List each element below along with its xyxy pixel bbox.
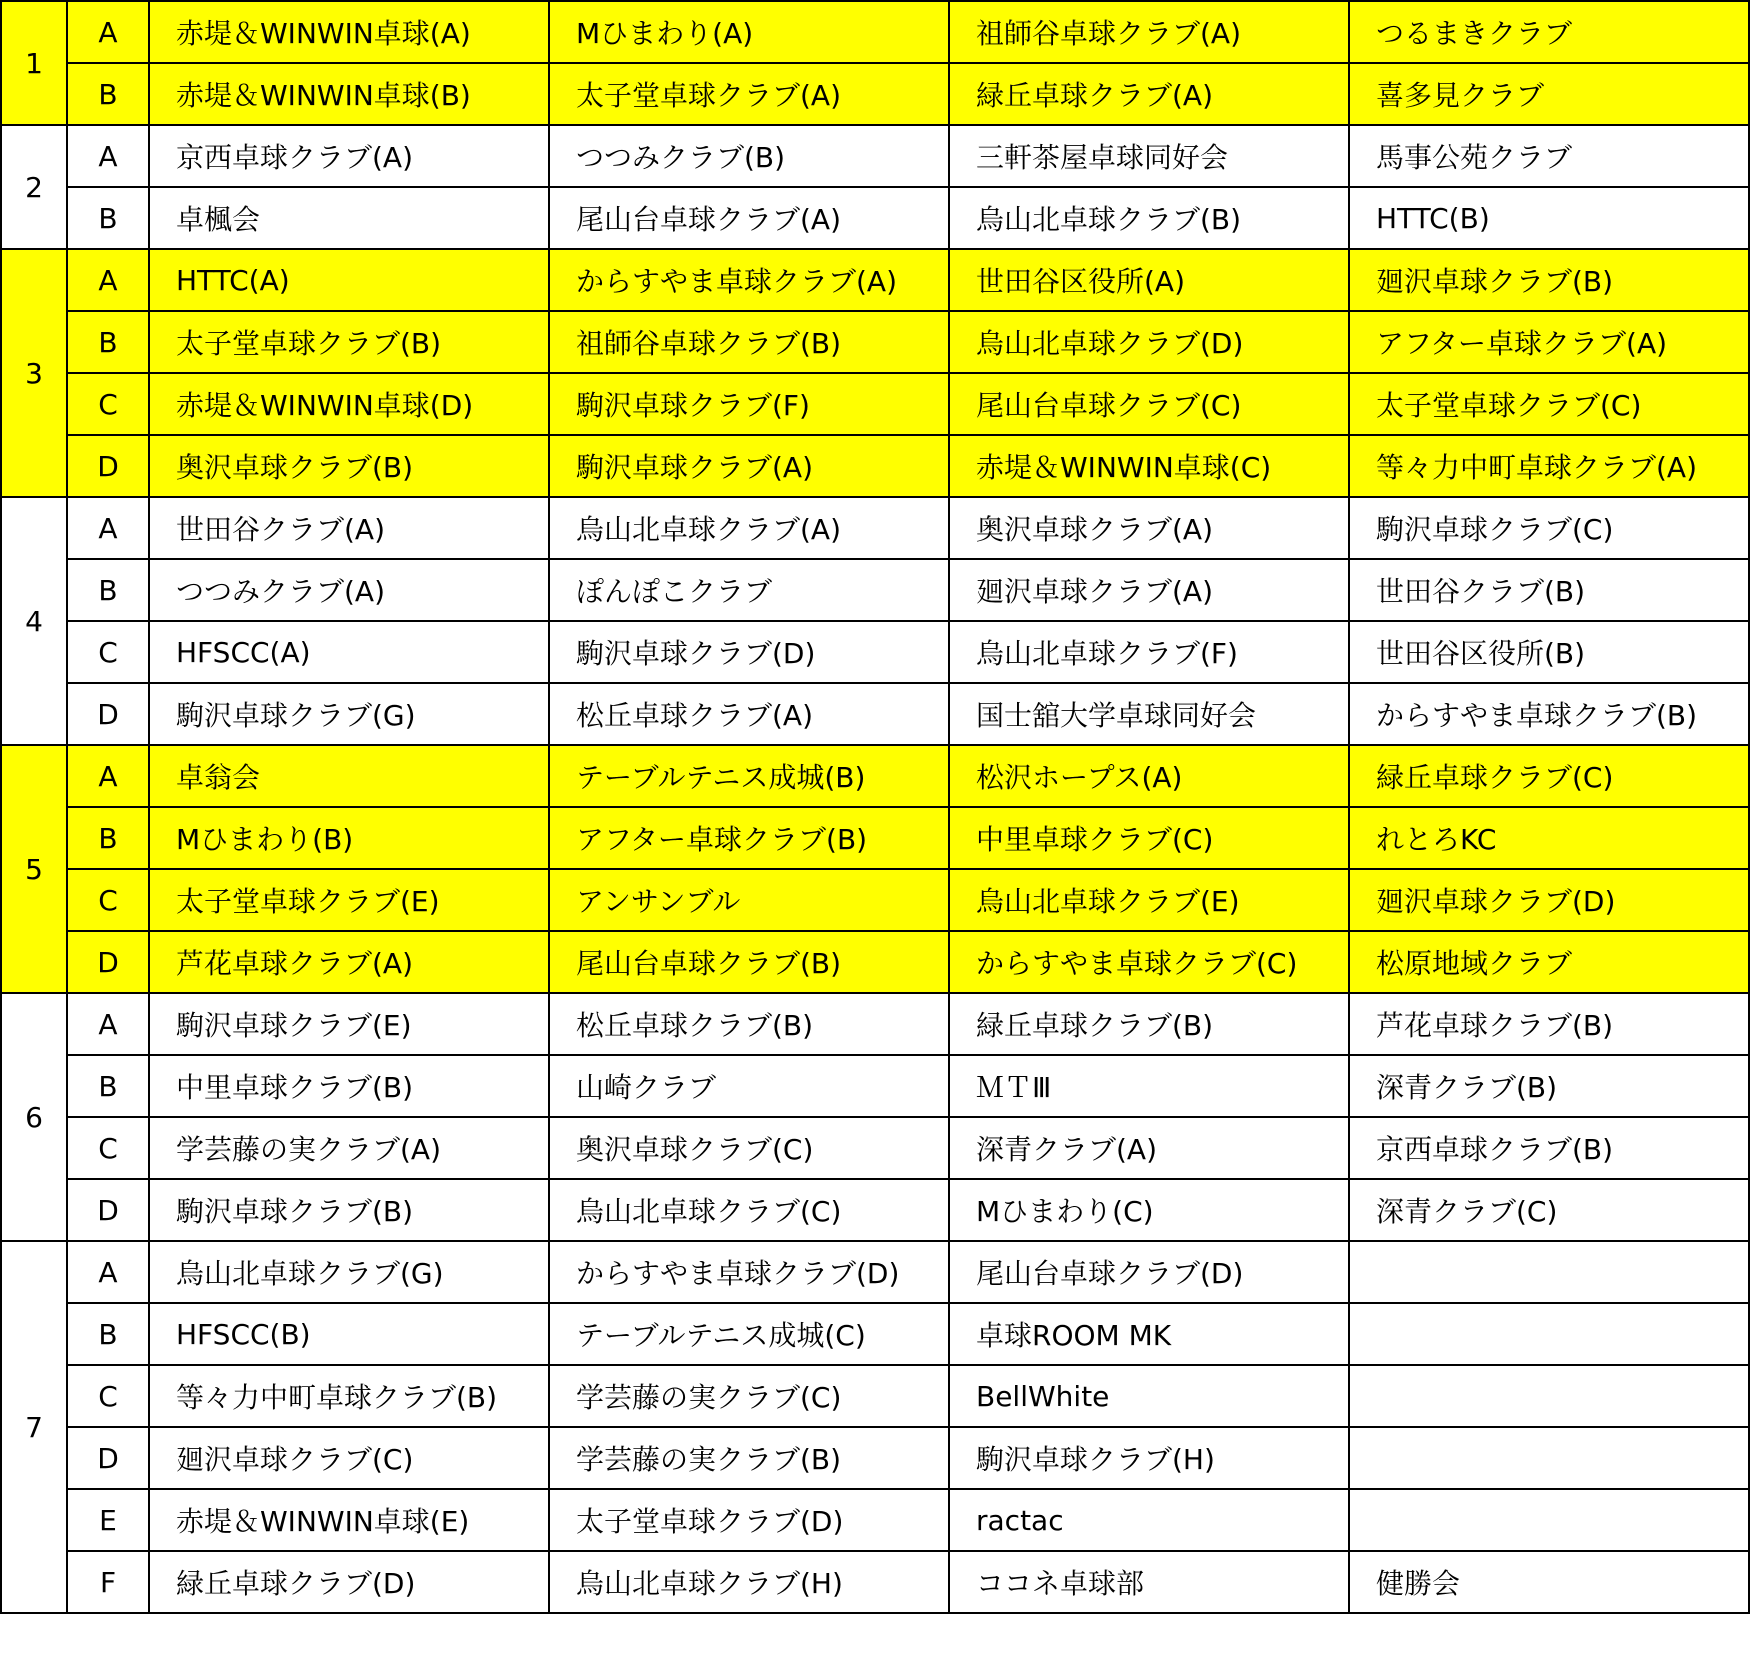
team-cell: 松原地域クラブ	[1349, 931, 1749, 993]
table-row	[1, 621, 1749, 683]
group-label: C	[67, 869, 149, 931]
team-cell: 太子堂卓球クラブ(D)	[549, 1489, 949, 1551]
team-cell: 等々力中町卓球クラブ(A)	[1349, 435, 1749, 497]
team-cell: 学芸藤の実クラブ(B)	[549, 1427, 949, 1489]
table-row	[1, 435, 1749, 497]
team-cell	[1349, 1303, 1749, 1365]
team-cell: 尾山台卓球クラブ(D)	[949, 1241, 1349, 1303]
team-cell: 奥沢卓球クラブ(A)	[949, 497, 1349, 559]
table-row	[1, 1551, 1749, 1613]
group-label: B	[67, 1303, 149, 1365]
division-number: 3	[1, 249, 67, 497]
team-cell: 赤堤＆WINWIN卓球(A)	[149, 1, 549, 63]
team-cell: 駒沢卓球クラブ(A)	[549, 435, 949, 497]
table-row	[1, 187, 1749, 249]
team-cell: れとろKC	[1349, 807, 1749, 869]
team-cell: 尾山台卓球クラブ(C)	[949, 373, 1349, 435]
table-row	[1, 1489, 1749, 1551]
team-cell: 世田谷区役所(A)	[949, 249, 1349, 311]
team-cell: 烏山北卓球クラブ(C)	[549, 1179, 949, 1241]
table-row	[1, 1055, 1749, 1117]
group-label: C	[67, 1365, 149, 1427]
team-cell: 京西卓球クラブ(A)	[149, 125, 549, 187]
team-cell: 緑丘卓球クラブ(D)	[149, 1551, 549, 1613]
table-row	[1, 1365, 1749, 1427]
team-cell: 烏山北卓球クラブ(D)	[949, 311, 1349, 373]
group-label: B	[67, 63, 149, 125]
table-row	[1, 373, 1749, 435]
group-label: B	[67, 559, 149, 621]
team-cell: 赤堤＆WINWIN卓球(E)	[149, 1489, 549, 1551]
group-label: C	[67, 1117, 149, 1179]
team-cell: 太子堂卓球クラブ(A)	[549, 63, 949, 125]
team-cell: 芦花卓球クラブ(A)	[149, 931, 549, 993]
team-cell: BellWhite	[949, 1365, 1349, 1427]
table-row	[1, 63, 1749, 125]
team-cell: 世田谷クラブ(B)	[1349, 559, 1749, 621]
table-row	[1, 931, 1749, 993]
division-number: 2	[1, 125, 67, 249]
team-cell	[1349, 1241, 1749, 1303]
team-cell: 駒沢卓球クラブ(E)	[149, 993, 549, 1055]
team-cell: 健勝会	[1349, 1551, 1749, 1613]
division-number: 6	[1, 993, 67, 1241]
team-cell: 三軒茶屋卓球同好会	[949, 125, 1349, 187]
table-row	[1, 1427, 1749, 1489]
team-cell: 卓球ROOM MK	[949, 1303, 1349, 1365]
group-label: A	[67, 1241, 149, 1303]
team-cell: ＭＴⅢ	[949, 1055, 1349, 1117]
table-row	[1, 1, 1749, 63]
team-cell: 廻沢卓球クラブ(A)	[949, 559, 1349, 621]
table-row	[1, 683, 1749, 745]
team-cell: 赤堤＆WINWIN卓球(B)	[149, 63, 549, 125]
table-row	[1, 1303, 1749, 1365]
group-label: B	[67, 807, 149, 869]
team-cell: 駒沢卓球クラブ(F)	[549, 373, 949, 435]
team-cell: 廻沢卓球クラブ(D)	[1349, 869, 1749, 931]
team-cell: アフター卓球クラブ(A)	[1349, 311, 1749, 373]
team-cell: 緑丘卓球クラブ(B)	[949, 993, 1349, 1055]
team-cell: 尾山台卓球クラブ(A)	[549, 187, 949, 249]
team-cell: ココネ卓球部	[949, 1551, 1349, 1613]
team-cell	[1349, 1489, 1749, 1551]
team-cell: 京西卓球クラブ(B)	[1349, 1117, 1749, 1179]
team-cell: 駒沢卓球クラブ(D)	[549, 621, 949, 683]
group-label: A	[67, 1, 149, 63]
table-row	[1, 1241, 1749, 1303]
team-cell: 山崎クラブ	[549, 1055, 949, 1117]
team-cell: 烏山北卓球クラブ(B)	[949, 187, 1349, 249]
team-cell: 世田谷区役所(B)	[1349, 621, 1749, 683]
team-cell: 松丘卓球クラブ(B)	[549, 993, 949, 1055]
team-cell: 卓翁会	[149, 745, 549, 807]
team-cell: 太子堂卓球クラブ(B)	[149, 311, 549, 373]
team-cell: つつみクラブ(A)	[149, 559, 549, 621]
group-label: A	[67, 745, 149, 807]
team-cell: 等々力中町卓球クラブ(B)	[149, 1365, 549, 1427]
team-cell: 廻沢卓球クラブ(C)	[149, 1427, 549, 1489]
group-label: D	[67, 931, 149, 993]
team-cell: 駒沢卓球クラブ(H)	[949, 1427, 1349, 1489]
team-cell: からすやま卓球クラブ(D)	[549, 1241, 949, 1303]
team-cell: 祖師谷卓球クラブ(B)	[549, 311, 949, 373]
division-number: 7	[1, 1241, 67, 1613]
team-cell: HFSCC(A)	[149, 621, 549, 683]
division-number: 5	[1, 745, 67, 993]
table-row	[1, 993, 1749, 1055]
table-row	[1, 125, 1749, 187]
team-cell: 祖師谷卓球クラブ(A)	[949, 1, 1349, 63]
team-cell: 駒沢卓球クラブ(G)	[149, 683, 549, 745]
team-cell: 中里卓球クラブ(C)	[949, 807, 1349, 869]
team-cell: 喜多見クラブ	[1349, 63, 1749, 125]
team-cell: ractac	[949, 1489, 1349, 1551]
team-cell: 深青クラブ(C)	[1349, 1179, 1749, 1241]
group-label: C	[67, 621, 149, 683]
team-cell: 赤堤＆WINWIN卓球(D)	[149, 373, 549, 435]
team-cell: 深青クラブ(B)	[1349, 1055, 1749, 1117]
team-cell: 烏山北卓球クラブ(A)	[549, 497, 949, 559]
team-cell: 太子堂卓球クラブ(C)	[1349, 373, 1749, 435]
team-cell: HTTC(B)	[1349, 187, 1749, 249]
team-cell: 馬事公苑クラブ	[1349, 125, 1749, 187]
team-cell: 緑丘卓球クラブ(A)	[949, 63, 1349, 125]
team-cell: からすやま卓球クラブ(B)	[1349, 683, 1749, 745]
group-label: D	[67, 1427, 149, 1489]
table-row	[1, 1117, 1749, 1179]
table-row	[1, 745, 1749, 807]
team-cell: 烏山北卓球クラブ(F)	[949, 621, 1349, 683]
team-cell: 芦花卓球クラブ(B)	[1349, 993, 1749, 1055]
team-cell: 廻沢卓球クラブ(B)	[1349, 249, 1749, 311]
team-cell: 尾山台卓球クラブ(B)	[549, 931, 949, 993]
group-label: A	[67, 125, 149, 187]
team-cell	[1349, 1427, 1749, 1489]
group-label: A	[67, 497, 149, 559]
team-cell: 緑丘卓球クラブ(C)	[1349, 745, 1749, 807]
group-label: C	[67, 373, 149, 435]
team-cell: つつみクラブ(B)	[549, 125, 949, 187]
team-cell: 烏山北卓球クラブ(E)	[949, 869, 1349, 931]
group-label: D	[67, 683, 149, 745]
team-cell: 駒沢卓球クラブ(C)	[1349, 497, 1749, 559]
team-cell: 国士舘大学卓球同好会	[949, 683, 1349, 745]
team-cell: 中里卓球クラブ(B)	[149, 1055, 549, 1117]
team-cell: テーブルテニス成城(B)	[549, 745, 949, 807]
division-number: 1	[1, 1, 67, 125]
team-cell: 太子堂卓球クラブ(E)	[149, 869, 549, 931]
team-cell: Mひまわり(C)	[949, 1179, 1349, 1241]
team-cell: HFSCC(B)	[149, 1303, 549, 1365]
league-table-body	[1, 1, 1749, 1613]
table-row	[1, 249, 1749, 311]
team-cell: つるまきクラブ	[1349, 1, 1749, 63]
team-cell: からすやま卓球クラブ(C)	[949, 931, 1349, 993]
table-row	[1, 869, 1749, 931]
team-cell: 学芸藤の実クラブ(A)	[149, 1117, 549, 1179]
group-label: D	[67, 1179, 149, 1241]
team-cell	[1349, 1365, 1749, 1427]
team-cell: テーブルテニス成城(C)	[549, 1303, 949, 1365]
team-cell: 赤堤＆WINWIN卓球(C)	[949, 435, 1349, 497]
team-cell: ぽんぽこクラブ	[549, 559, 949, 621]
group-label: B	[67, 1055, 149, 1117]
group-label: A	[67, 993, 149, 1055]
division-number: 4	[1, 497, 67, 745]
team-cell: 学芸藤の実クラブ(C)	[549, 1365, 949, 1427]
team-cell: Mひまわり(B)	[149, 807, 549, 869]
table-row	[1, 807, 1749, 869]
team-cell: 松丘卓球クラブ(A)	[549, 683, 949, 745]
group-label: B	[67, 311, 149, 373]
table-row	[1, 1179, 1749, 1241]
team-cell: 烏山北卓球クラブ(G)	[149, 1241, 549, 1303]
team-cell: 駒沢卓球クラブ(B)	[149, 1179, 549, 1241]
team-cell: 松沢ホープス(A)	[949, 745, 1349, 807]
team-cell: 深青クラブ(A)	[949, 1117, 1349, 1179]
group-label: A	[67, 249, 149, 311]
table-row	[1, 559, 1749, 621]
team-cell: 烏山北卓球クラブ(H)	[549, 1551, 949, 1613]
team-cell: HTTC(A)	[149, 249, 549, 311]
team-cell: アフター卓球クラブ(B)	[549, 807, 949, 869]
table-row	[1, 311, 1749, 373]
team-cell: Mひまわり(A)	[549, 1, 949, 63]
team-cell: からすやま卓球クラブ(A)	[549, 249, 949, 311]
team-cell: 奥沢卓球クラブ(B)	[149, 435, 549, 497]
group-label: B	[67, 187, 149, 249]
team-cell: アンサンブル	[549, 869, 949, 931]
group-label: D	[67, 435, 149, 497]
group-label: E	[67, 1489, 149, 1551]
team-cell: 卓楓会	[149, 187, 549, 249]
team-cell: 世田谷クラブ(A)	[149, 497, 549, 559]
table-row	[1, 497, 1749, 559]
group-label: F	[67, 1551, 149, 1613]
team-cell: 奥沢卓球クラブ(C)	[549, 1117, 949, 1179]
